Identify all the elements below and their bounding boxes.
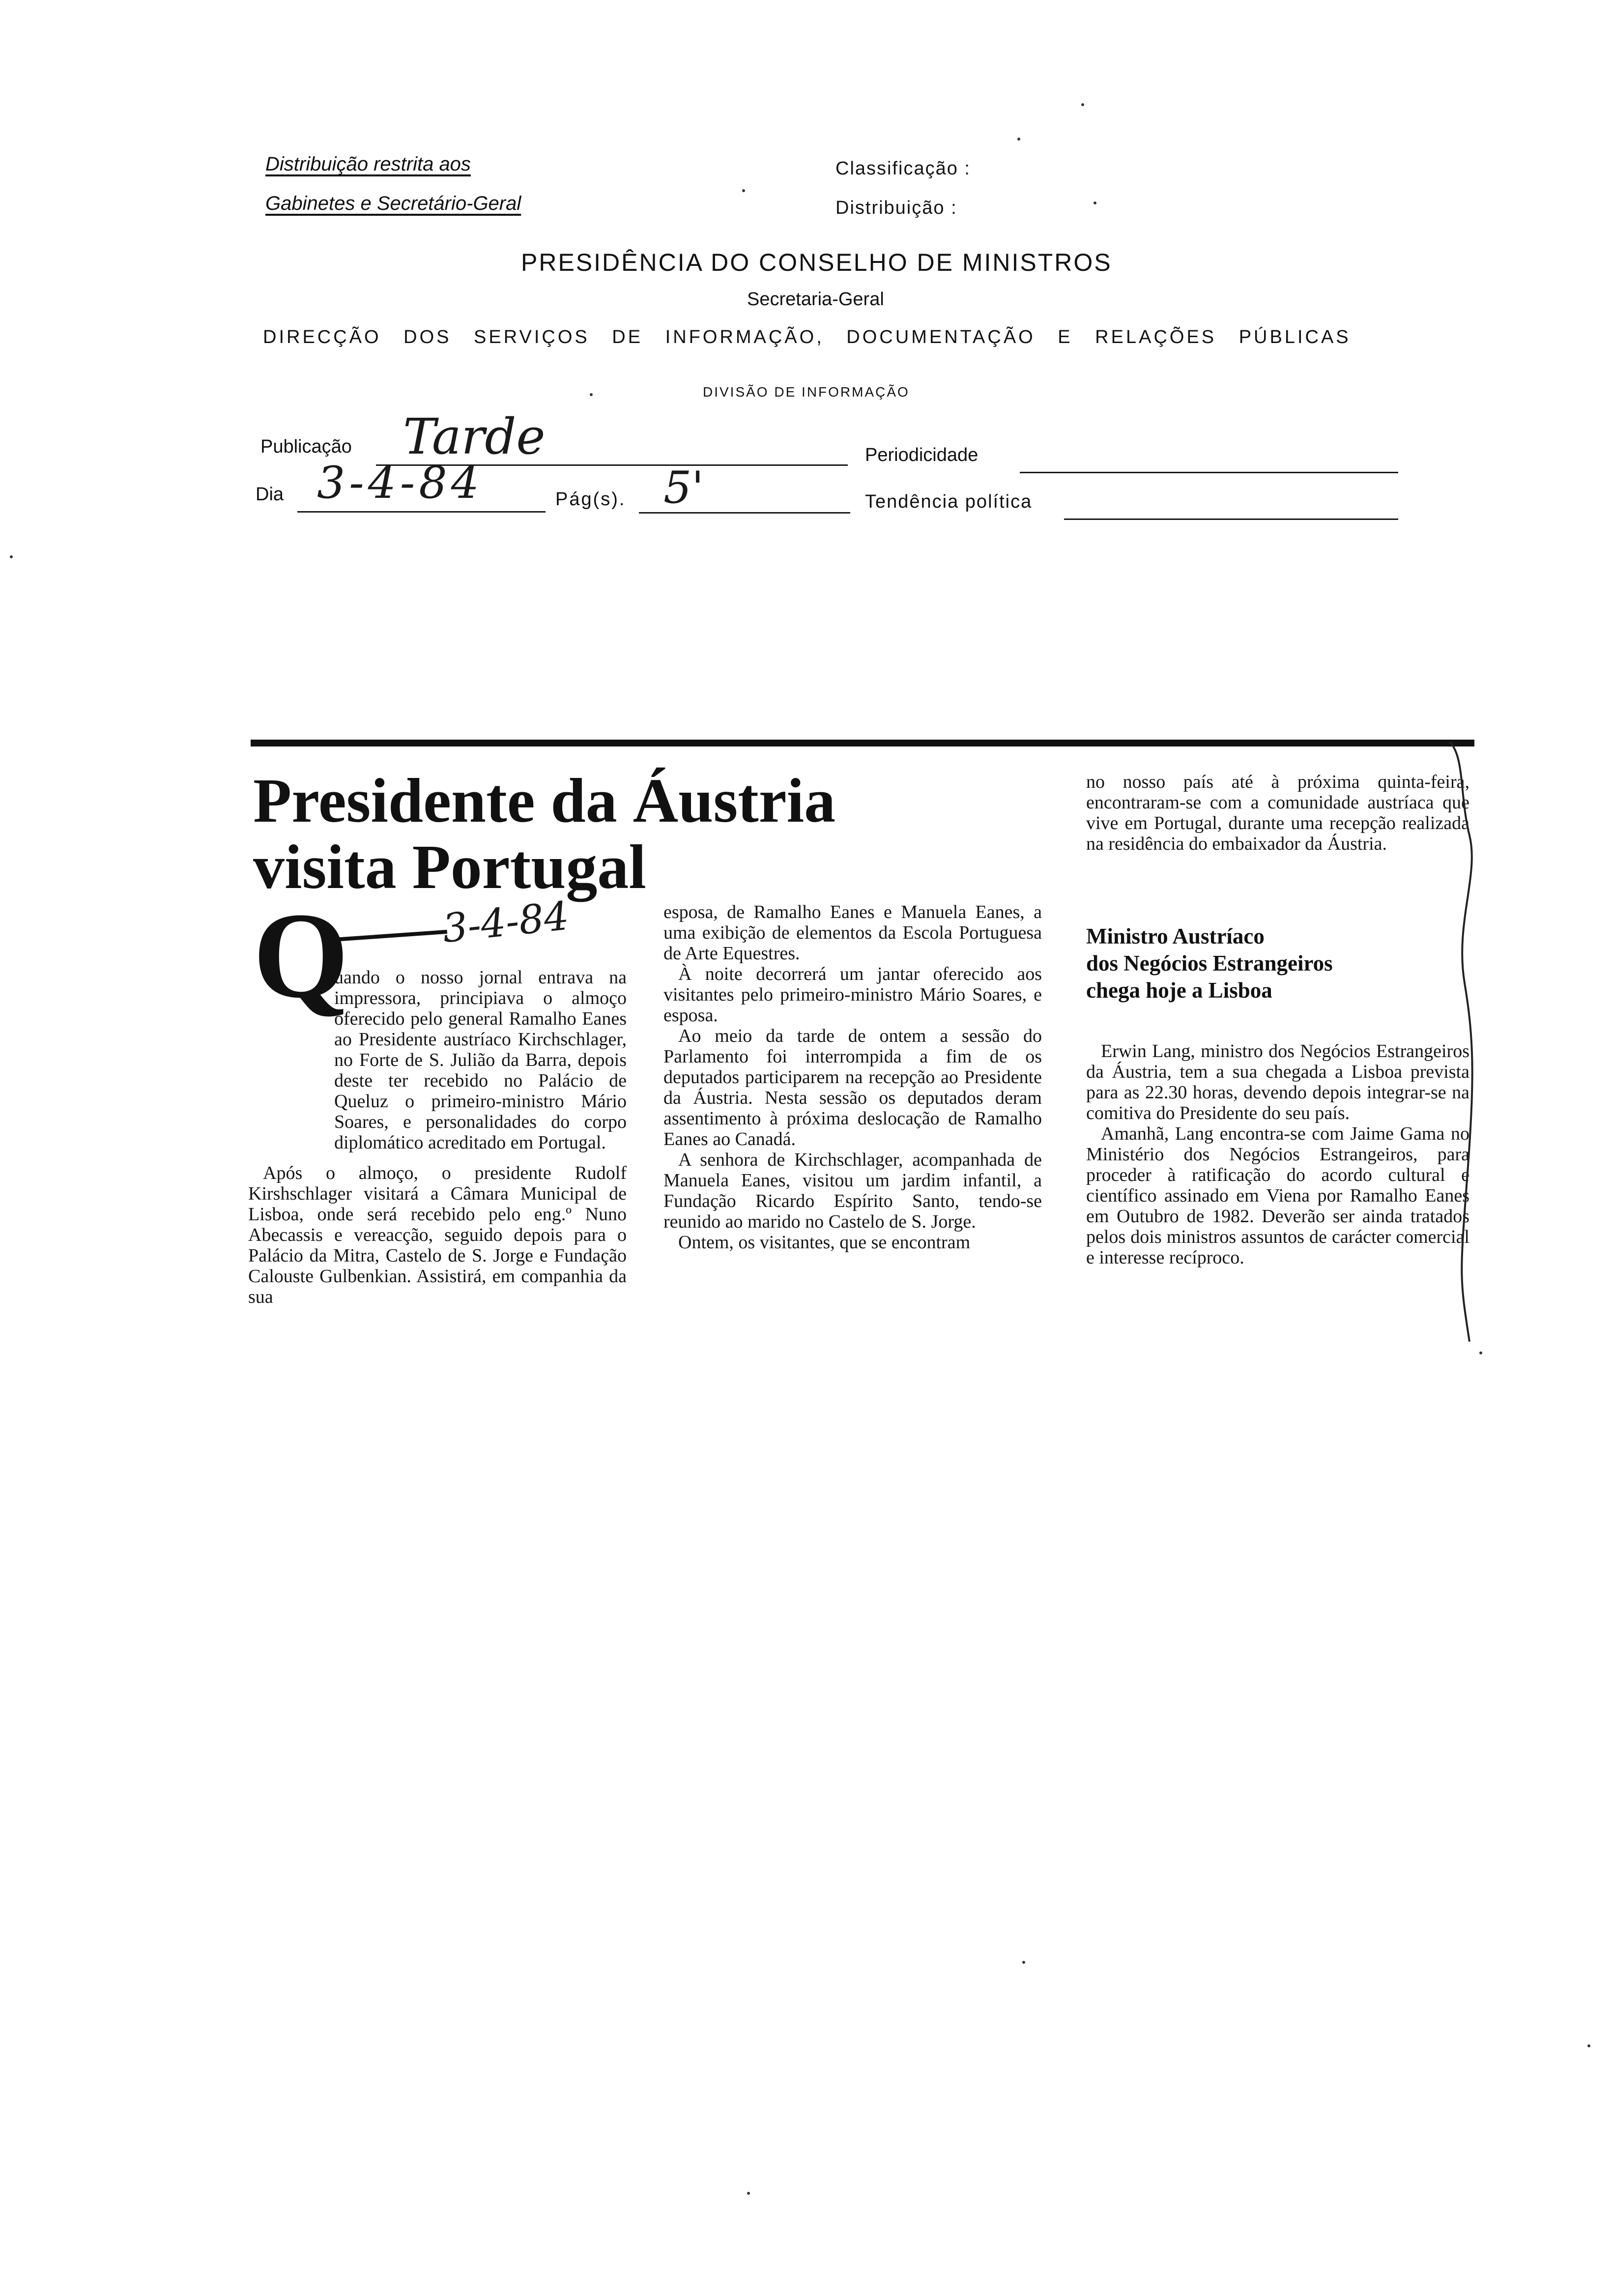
- col2-paragraph-3: Ao meio da tarde de ontem a sessão do Parlamento foi interrompida a fim de os deputados participarem na recepção ao Presidente da Áustria. Nesta sessão os deputados deram assentimento à próxima deslocação de Ramalho Eanes ao Canadá.: [663, 1026, 1042, 1149]
- col2-paragraph-4: A senhora de Kirchschlager, acompanhada de Manuela Eanes, visitou um jardim infantil, a Fundação Ricardo Espírito Santo, tendo-se reunido ao marido no Castelo de S. Jorge.: [663, 1149, 1042, 1232]
- scan-speck: [1094, 201, 1096, 204]
- scan-speck: [1587, 2044, 1590, 2047]
- drop-cap: Q: [253, 888, 349, 1024]
- distribuicao-label: Distribuição :: [835, 198, 957, 218]
- article-column-1: [248, 967, 627, 1307]
- handwritten-strike: [334, 930, 447, 942]
- col3-top-paragraph: no nosso país até à próxima quinta-feira, encontraram-se com a comunidade austríaca que vive em Portugal, durante uma recepção realizada na residência do embaixador da Áustria.: [1086, 772, 1469, 854]
- scan-speck: [1479, 1351, 1482, 1354]
- col1-paragraph-1: uando o nosso jornal entrava na impressora, principiava o almoço oferecido pelo general Ramalho Eanes ao Presidente austríaco Kirchschlager, no Forte de S. Julião da Barra, depois deste ter recebido no Palácio de Queluz o primeiro-ministro Mário Soares, e personalidades do corpo diplomático acreditado em Portugal.: [334, 967, 627, 1153]
- col2-paragraph-2: À noite decorrerá um jantar oferecido aos visitantes pelo primeiro-ministro Mário Soares, e esposa.: [663, 964, 1042, 1026]
- secretaria-geral: Secretaria-Geral: [747, 289, 884, 310]
- col3-paragraph-1: Erwin Lang, ministro dos Negócios Estrangeiros da Áustria, tem a sua chegada a Lisboa prevista para as 22.30 horas, devendo depois integrar-se na comitiva do Presidente do seu país.: [1086, 1041, 1469, 1123]
- scan-speck: [1081, 103, 1084, 106]
- restriction-line-2: Gabinetes e Secretário-Geral: [265, 193, 521, 214]
- subheadline-line-2: dos Negócios Estrangeiros: [1086, 951, 1333, 976]
- publicacao-label: Publicação: [260, 436, 352, 457]
- col1-paragraph-2: Após o almoço, o presidente Rudolf Kirshschlager visitará a Câmara Municipal de Lisboa, onde será recebido pelo eng.º Nuno Abecassis e vereacção, seguido depois para o Palácio da Mitra, Castelo de S. Jorge e Fundação Calouste Gulbenkian. Assistirá, em companhia da sua: [248, 1163, 627, 1307]
- classificacao-label: Classificação :: [835, 158, 971, 179]
- scan-speck: [1017, 138, 1020, 141]
- divisao-informacao: DIVISÃO DE INFORMAÇÃO: [703, 384, 910, 400]
- article-column-2: [663, 902, 1042, 1253]
- scan-speck: [1022, 1961, 1025, 1964]
- scan-speck: [10, 555, 13, 558]
- dia-value: 3-4-84: [317, 457, 483, 509]
- cut-line: [1445, 737, 1484, 1351]
- scan-speck: [747, 2192, 750, 2195]
- periodicidade-label: Periodicidade: [865, 445, 979, 465]
- pags-underline: [639, 512, 850, 514]
- handwritten-date-note: 3-4-84: [440, 892, 571, 952]
- organization-title: PRESIDÊNCIA DO CONSELHO DE MINISTROS: [521, 249, 1112, 276]
- periodicidade-underline: [1020, 472, 1398, 473]
- col2-paragraph-5: Ontem, os visitantes, que se encontram: [678, 1232, 971, 1253]
- article-column-3-bottom: [1086, 1041, 1469, 1268]
- scan-speck: [590, 393, 593, 396]
- publicacao-value: Tarde: [403, 408, 546, 465]
- col2-paragraph-1: esposa, de Ramalho Eanes e Manuela Eanes, a uma exibição de elementos da Escola Portuguesa de Arte Equestres.: [663, 902, 1042, 964]
- article-column-3-top: [1086, 772, 1469, 854]
- col3-paragraph-2: Amanhã, Lang encontra-se com Jaime Gama no Ministério dos Negócios Estrangeiros, para proceder à ratificação do acordo cultural e científico assinado em Viena por Ramalho Eanes em Outubro de 1982. Deverão ser ainda tratados pelos dois ministros assuntos de carácter comercial e interesse recíproco.: [1086, 1123, 1469, 1268]
- dia-label: Dia: [256, 484, 284, 505]
- direccao-line: DIRECÇÃO DOS SERVIÇOS DE INFORMAÇÃO, DOCUMENTAÇÃO E RELAÇÕES PÚBLICAS: [263, 327, 1351, 347]
- scan-speck: [742, 189, 745, 192]
- subheadline-line-3: chega hoje a Lisboa: [1086, 978, 1272, 1003]
- headline-line-2: visita Portugal: [253, 832, 646, 902]
- pags-value: 5': [663, 462, 704, 514]
- headline-line-1: Presidente da Áustria: [253, 766, 836, 835]
- tendencia-label: Tendência política: [865, 491, 1033, 512]
- clipping-top-rule: [251, 740, 1474, 746]
- tendencia-underline: [1064, 518, 1398, 520]
- restriction-line-1: Distribuição restrita aos: [265, 153, 471, 175]
- dia-underline: [297, 511, 546, 513]
- subheadline-line-1: Ministro Austríaco: [1086, 924, 1265, 948]
- pags-label: Pág(s).: [555, 489, 626, 510]
